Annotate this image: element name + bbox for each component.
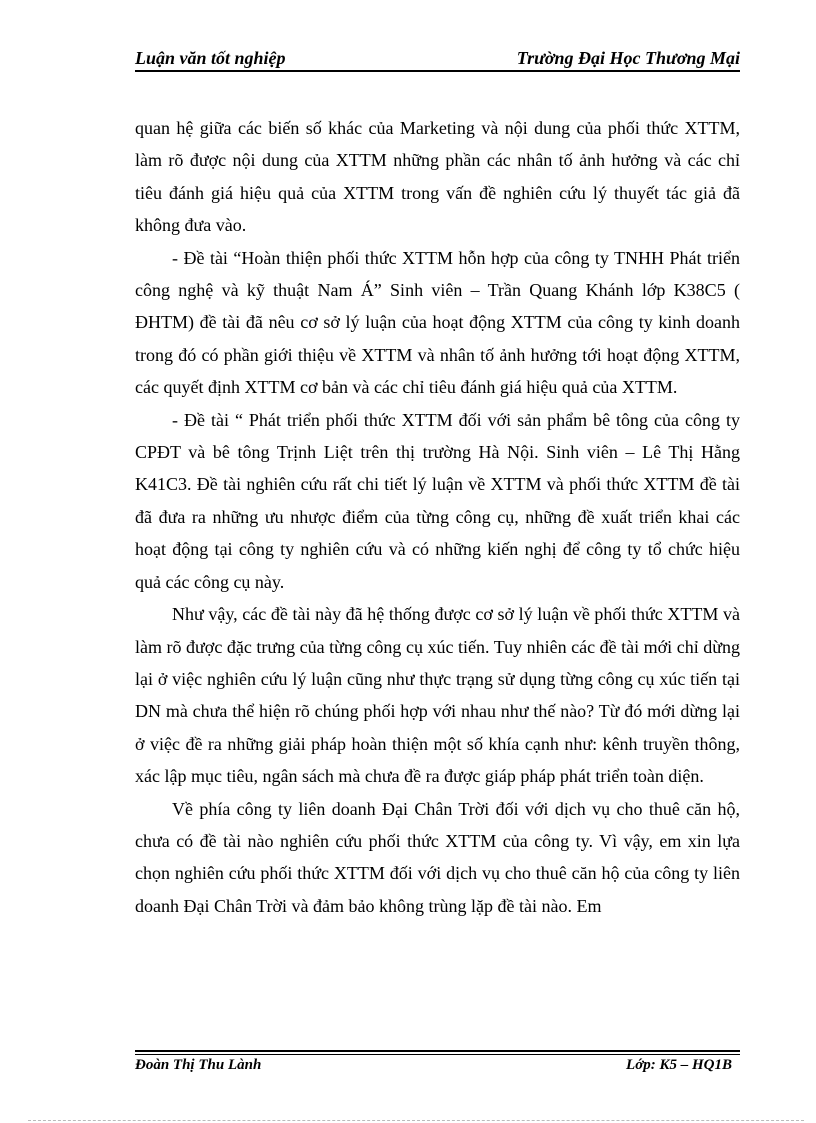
paragraph: Về phía công ty liên doanh Đại Chân Trời đối với dịch vụ cho thuê căn hộ, chưa có đề tài nào nghiên cứu phối thức XTTM của công ty. Vì vậy, em xin lựa chọn nghiên cứu phối thức XTTM đối với dịch vụ cho thuê căn hộ của công ty liên doanh Đại Chân Trời và đảm bảo không trùng lặp đề tài nào. Em — [135, 798, 740, 916]
page-header — [135, 48, 740, 72]
footer-author: Đoàn Thị Thu Lành — [135, 1057, 262, 1073]
page-edge — [28, 1120, 804, 1121]
page-footer — [135, 1050, 740, 1080]
paragraph: quan hệ giữa các biến số khác của Marketing và nội dung của phối thức XTTM, làm rõ được nội dung của XTTM những phần các nhân tố ảnh hưởng và các chỉ tiêu đánh giá hiệu quả của XTTM trong vấn đề nghiên cứu lý thuyết tác giả đã không đưa vào. — [135, 118, 740, 236]
footer-class: Lớp: K5 – HQ1B — [626, 1057, 732, 1073]
header-thesis-label: Luận văn tốt nghiệp — [135, 48, 286, 68]
paragraph: Như vậy, các đề tài này đã hệ thống được cơ sở lý luận về phối thức XTTM và làm rõ được đặc trưng của từng công cụ xúc tiến. Tuy nhiên các đề tài mới chỉ dừng lại ở việc nghiên cứu lý luận cũng như thực trạng sử dụng từng công cụ xúc tiến tại DN mà chưa thể hiện rõ chúng phối hợp với nhau như thế nào? Từ đó mới dừng lại ở việc đề ra những giải pháp hoàn thiện một số khía cạnh như: kênh truyền thông, xác lập mục tiêu, ngân sách mà chưa đề ra được giáp pháp phát triển toàn diện. — [135, 604, 740, 787]
footer-rule — [135, 1050, 740, 1052]
paragraph: - Đề tài “ Phát triển phối thức XTTM đối với sản phẩm bê tông của công ty CPĐT và bê tông Trịnh Liệt trên thị trường Hà Nội. Sinh viên – Lê Thị Hằng K41C3. Đề tài nghiên cứu rất chi tiết lý luận về XTTM và phối thức XTTM đề tài đã đưa ra những ưu nhược điểm của từng công cụ, những đề xuất triển khai các hoạt động tại công ty nghiên cứu và có những kiến nghị để công ty tổ chức hiệu quả các công cụ này. — [135, 409, 740, 592]
paragraph: - Đề tài “Hoàn thiện phối thức XTTM hỗn hợp của công ty TNHH Phát triển công nghệ và kỹ thuật Nam Á” Sinh viên – Trần Quang Khánh lớp K38C5 ( ĐHTM) đề tài đã nêu cơ sở lý luận của hoạt động XTTM của công ty kinh doanh trong đó có phần giới thiệu về XTTM và nhân tố ảnh hưởng tới hoạt động XTTM, các quyết định XTTM cơ bản và các chỉ tiêu đánh giá hiệu quả của XTTM. — [135, 247, 740, 398]
document-body — [135, 112, 740, 922]
footer-rule-thin — [135, 1054, 740, 1055]
header-rule — [135, 70, 740, 72]
header-university-name: Trường Đại Học Thương Mại — [516, 48, 740, 68]
